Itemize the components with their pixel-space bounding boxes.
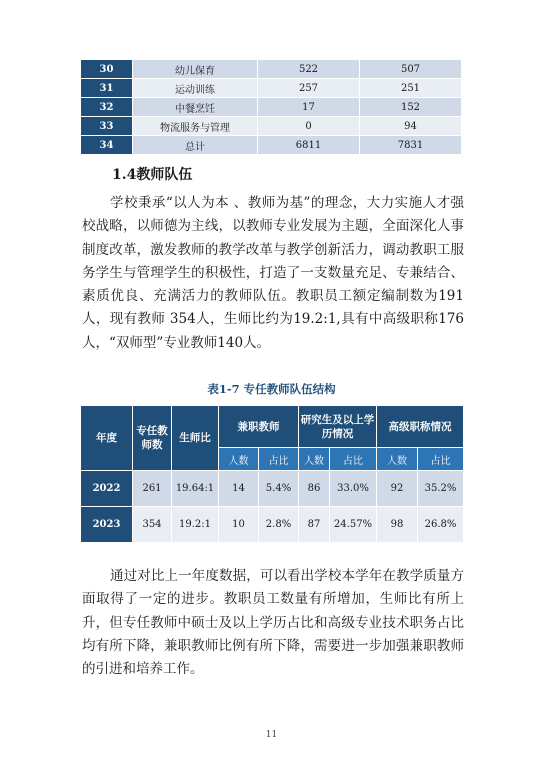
header-ratio: 生师比 — [172, 406, 219, 471]
value-cell: 257 — [258, 79, 360, 98]
major-name: 运动训练 — [133, 79, 258, 98]
table-caption: 表1-7 专任教师队伍结构 — [207, 382, 336, 396]
subheader-count: 人数 — [299, 448, 330, 471]
subheader-share: 占比 — [330, 448, 377, 471]
major-name: 中餐烹饪 — [133, 98, 258, 117]
row-number: 31 — [81, 79, 133, 98]
subheader-share: 占比 — [418, 448, 464, 471]
value-cell: 98 — [377, 507, 418, 543]
row-number: 33 — [81, 117, 133, 136]
value-cell: 522 — [258, 60, 360, 79]
major-name: 总计 — [133, 136, 258, 155]
table-row — [81, 60, 462, 79]
table-row — [81, 471, 464, 507]
value-cell: 19.64:1 — [172, 471, 219, 507]
value-cell: 354 — [133, 507, 172, 543]
value-cell: 2.8% — [259, 507, 299, 543]
value-cell: 26.8% — [418, 507, 464, 543]
value-cell: 261 — [133, 471, 172, 507]
enrollment-table-continued — [80, 59, 462, 155]
major-name: 幼儿保育 — [133, 60, 258, 79]
row-year: 2023 — [81, 507, 133, 543]
row-year: 2022 — [81, 471, 133, 507]
table-row — [81, 98, 462, 117]
value-cell: 86 — [299, 471, 330, 507]
value-cell: 5.4% — [259, 471, 299, 507]
value-cell: 33.0% — [330, 471, 377, 507]
header-senior: 高级职称情况 — [377, 406, 464, 448]
subheader-count: 人数 — [219, 448, 259, 471]
value-cell: 24.57% — [330, 507, 377, 543]
subheader-count: 人数 — [377, 448, 418, 471]
value-cell: 17 — [258, 98, 360, 117]
header-teachers: 专任教师数 — [133, 406, 172, 471]
value-cell: 0 — [258, 117, 360, 136]
value-cell: 507 — [360, 60, 462, 79]
subheader-share: 占比 — [259, 448, 299, 471]
value-cell: 152 — [360, 98, 462, 117]
value-cell: 87 — [299, 507, 330, 543]
header-postgrad: 研究生及以上学历情况 — [299, 406, 377, 448]
value-cell: 35.2% — [418, 471, 464, 507]
value-cell: 19.2:1 — [172, 507, 219, 543]
section-heading: 1.4教师队伍 — [112, 167, 193, 183]
row-number: 30 — [81, 60, 133, 79]
table-header-row — [81, 406, 464, 448]
body-paragraph: 学校秉承“以人为本 、教师为基”的理念，大力实施人才强校战略，以师德为主线，以教师专业发展为主题，全面深化人事制度改革，激发教师的教学改革与教学创新活力，调动教职工服务学生与管理学生的积极性，打造了一支数量充足、专兼结合、素质优良、充满活力的教师队伍。教职员工额定编制数为191人，现有教师 354人，生师比约为19.2:1,具有中高级职称176人，“双师型”专业教师140人。 — [82, 195, 464, 351]
header-parttime: 兼职教师 — [219, 406, 299, 448]
value-cell: 14 — [219, 471, 259, 507]
body-paragraph: 通过对比上一年度数据，可以看出学校本学年在教学质量方面取得了一定的进步。教职员工数量有所增加，生师比有所上升，但专任教师中硕士及以上学历占比和高级专业技术职务占比均有所下降，兼职教师比例有所下降，需要进一步加强兼职教师的引进和培养工作。 — [82, 568, 464, 678]
page-number: 11 — [265, 730, 278, 740]
teacher-structure-table — [80, 405, 464, 543]
table-row — [81, 79, 462, 98]
table-row — [81, 507, 464, 543]
value-cell: 94 — [360, 117, 462, 136]
header-year: 年度 — [81, 406, 133, 471]
major-name: 物流服务与管理 — [133, 117, 258, 136]
value-cell: 6811 — [258, 136, 360, 155]
table-row-total — [81, 136, 462, 155]
table-row — [81, 117, 462, 136]
row-number: 34 — [81, 136, 133, 155]
row-number: 32 — [81, 98, 133, 117]
value-cell: 251 — [360, 79, 462, 98]
value-cell: 7831 — [360, 136, 462, 155]
value-cell: 92 — [377, 471, 418, 507]
value-cell: 10 — [219, 507, 259, 543]
